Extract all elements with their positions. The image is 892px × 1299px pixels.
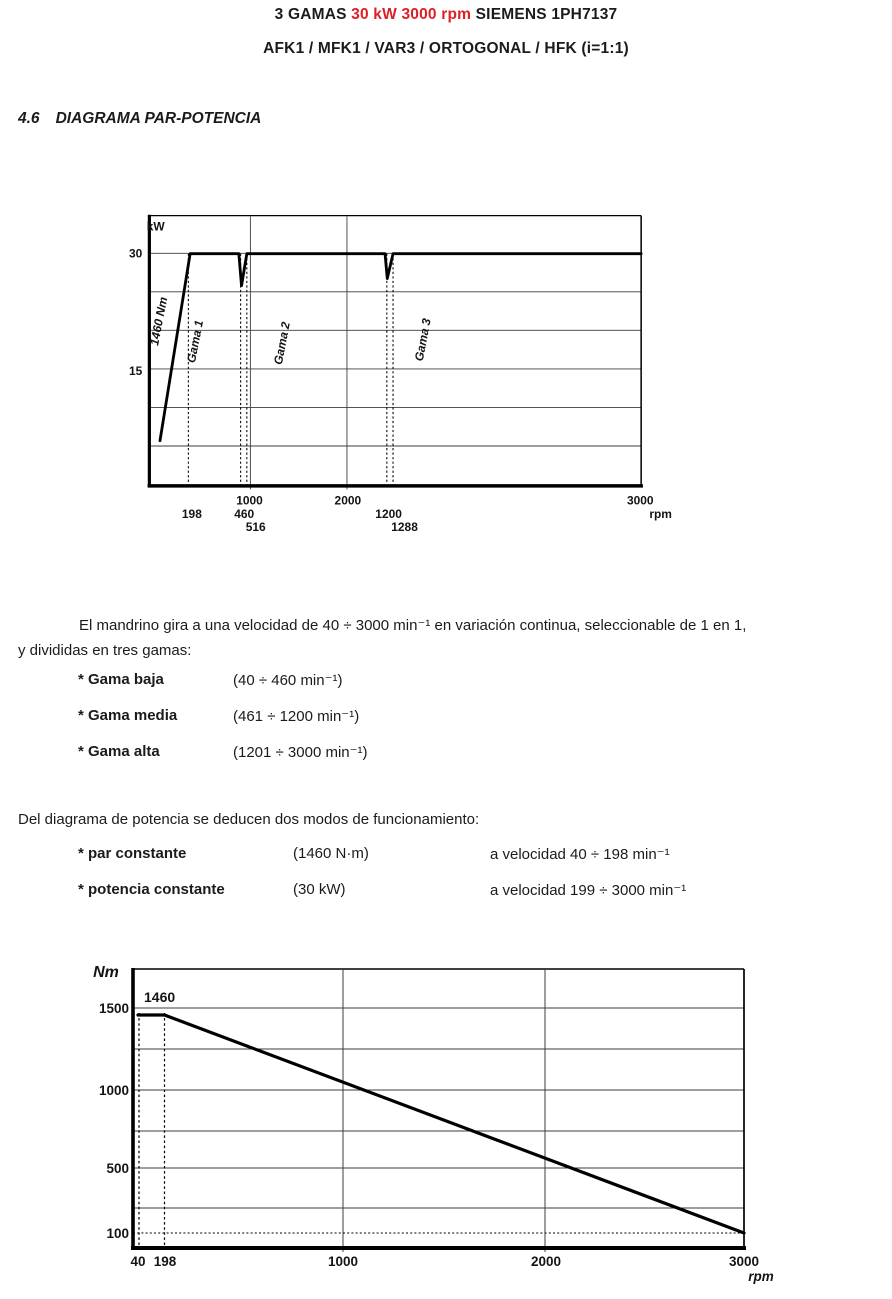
torque-curve [138, 1015, 744, 1233]
power-grid [146, 217, 641, 490]
gama-alta-label: * Gama alta [78, 743, 160, 760]
torque-ylabel: Nm [93, 964, 119, 981]
intro-paragraph [18, 613, 874, 663]
gama-media-label: * Gama media [78, 707, 178, 724]
power-xtick-198: 198 [181, 506, 202, 521]
gama3-label: Gama 3 [411, 317, 434, 363]
intro-line-2: y divididas en tres gamas: [18, 642, 192, 659]
torque-grid [133, 970, 744, 1252]
gama-alta-range: (1201 ÷ 3000 min⁻¹) [233, 744, 368, 761]
modes-intro: Del diagrama de potencia se deducen dos modos de funcionamiento: [18, 811, 480, 828]
mode-par-speed: a velocidad 40 ÷ 198 min⁻¹ [490, 846, 670, 863]
title-suffix: SIEMENS 1PH7137 [471, 6, 618, 23]
power-ytick-15: 15 [128, 364, 143, 379]
power-dashed-lines [188, 254, 393, 486]
power-xlabel-rpm: rpm [649, 506, 672, 521]
title-highlight: 30 kW 3000 rpm [351, 6, 472, 23]
torque-xlabel-rpm: rpm [748, 1269, 774, 1284]
torque-ytick-500: 500 [106, 1161, 129, 1176]
mode-par-value: (1460 N·m) [293, 845, 369, 862]
gama1-label: Gama 1 [184, 319, 207, 365]
power-ytick-30: 30 [128, 246, 143, 261]
torque-xtick-2000: 2000 [530, 1254, 562, 1269]
intro-line-1: El mandrino gira a una velocidad de 40 ÷ 3000 min⁻¹ en variación continua, seleccionable de 1 en 1, [79, 617, 747, 634]
mode-potencia-value: (30 kW) [293, 881, 346, 898]
torque-ytick-1000: 1000 [98, 1083, 129, 1098]
mode-potencia-speed: a velocidad 199 ÷ 3000 min⁻¹ [490, 882, 687, 899]
power-curve [160, 254, 641, 441]
torque-xtick-40: 40 [130, 1254, 146, 1269]
power-diagram-chart [90, 186, 790, 566]
power-ylabel: kW [146, 219, 165, 234]
power-xtick-516: 516 [245, 520, 266, 535]
torque-xtick-198: 198 [153, 1254, 177, 1269]
power-xtick-3000: 3000 [626, 493, 654, 508]
page-subtitle: AFK1 / MFK1 / VAR3 / ORTOGONAL / HFK (i=1:1) [263, 40, 629, 57]
gama-baja-range: (40 ÷ 460 min⁻¹) [233, 672, 343, 689]
mode-potencia-label: * potencia constante [78, 881, 225, 898]
torque-xtick-1000: 1000 [327, 1254, 359, 1269]
torque-xtick-3000: 3000 [728, 1254, 760, 1269]
section-title: DIAGRAMA PAR-POTENCIA [55, 110, 262, 127]
torque-ytick-1500: 1500 [98, 1001, 129, 1016]
power-xtick-2000: 2000 [334, 493, 362, 508]
torque-diagram-chart [85, 955, 795, 1290]
torque-line-label: 1460 Nm [147, 295, 171, 347]
power-xtick-1288: 1288 [391, 520, 418, 535]
page-title [0, 6, 892, 24]
mode-par-label: * par constante [78, 845, 187, 862]
torque-ytick-100: 100 [106, 1226, 129, 1241]
torque-annotation-1460: 1460 [144, 989, 176, 1005]
title-prefix: 3 GAMAS [274, 6, 352, 23]
gama2-label: Gama 2 [270, 320, 293, 366]
power-xtick-1000: 1000 [236, 493, 263, 508]
section-heading [18, 110, 261, 128]
power-xtick-1200: 1200 [375, 506, 402, 521]
gama-baja-label: * Gama baja [78, 671, 164, 688]
gama-media-range: (461 ÷ 1200 min⁻¹) [233, 708, 360, 725]
power-xtick-460: 460 [234, 506, 255, 521]
section-number: 4.6 [18, 110, 40, 127]
torque-frame [131, 968, 746, 1249]
